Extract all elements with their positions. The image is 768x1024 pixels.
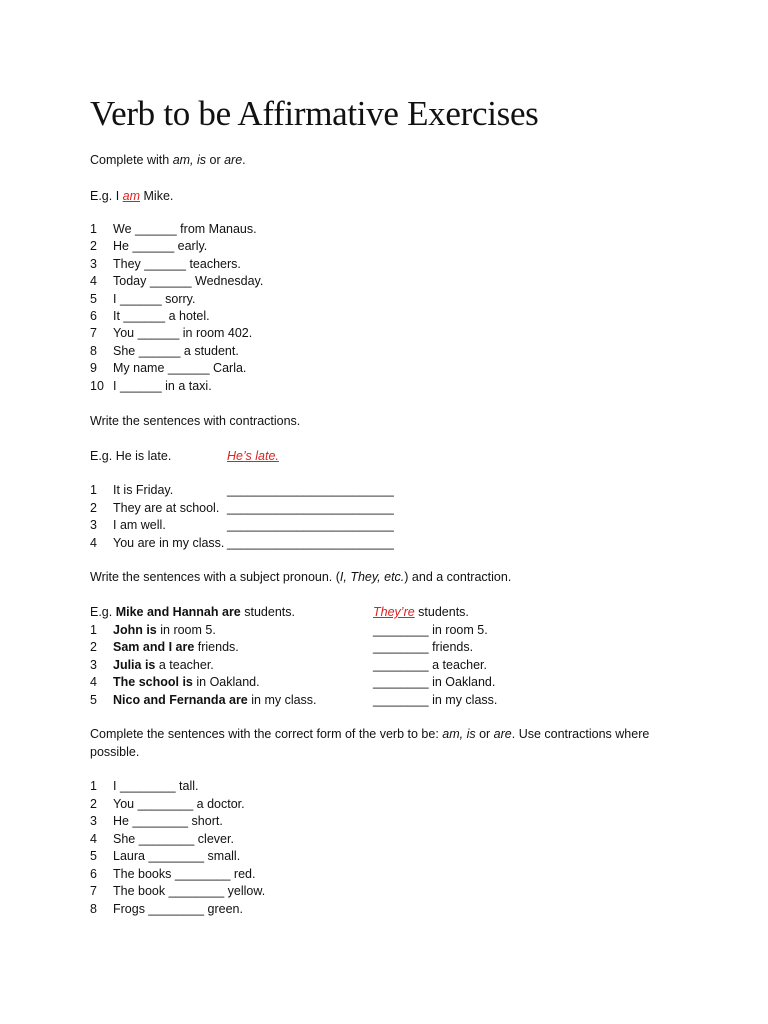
instr-text: Complete the sentences with the correct form of the verb to be: [90, 727, 443, 741]
section2-example [90, 449, 390, 464]
instr-text: Write the sentences with a subject pronoun. ( [90, 570, 340, 584]
item-text: in room 5. [156, 623, 216, 637]
exercise-item [90, 257, 241, 272]
answer-blank: ________ a teacher. [373, 657, 487, 672]
exercise-item [90, 536, 410, 551]
item-number: 1 [90, 779, 97, 793]
item-text: I ________ tall. [113, 779, 199, 793]
item-number: 6 [90, 309, 97, 323]
instr-text: Complete with [90, 153, 173, 167]
instr-text: ) and a contraction. [404, 570, 512, 584]
exercise-item [90, 239, 207, 254]
item-text: The book ________ yellow. [113, 884, 266, 898]
exercise-item [90, 501, 410, 516]
item-number: 3 [90, 814, 97, 828]
item-text: It is Friday. [113, 483, 174, 497]
item-number: 8 [90, 901, 97, 916]
item-bold: Julia is [113, 657, 156, 672]
example-text: E.g. I [90, 189, 123, 203]
instr-text: . Use contractions where [511, 727, 650, 741]
item-number: 5 [90, 849, 97, 863]
exercise-item [90, 483, 410, 498]
exercise-item [90, 693, 730, 708]
exercise-item [90, 884, 265, 899]
item-text: He ______ early. [113, 239, 208, 254]
item-number: 9 [90, 361, 97, 376]
instr-italic: am, is [172, 153, 207, 167]
item-text: You are in my class. [113, 535, 225, 550]
item-number: 4 [90, 675, 97, 690]
item-number: 3 [90, 657, 97, 672]
section3-instructions [90, 570, 511, 585]
item-text: He ________ short. [113, 814, 223, 828]
item-number: 2 [90, 500, 97, 515]
answer-blank: ________ in Oakland. [373, 675, 496, 690]
exercise-item [90, 292, 195, 307]
exercise-item [90, 623, 730, 638]
instr-italic: are [493, 727, 512, 741]
instr-italic: are [224, 153, 243, 167]
example-answer: They’re [373, 605, 415, 619]
item-number: 2 [90, 796, 97, 811]
item-text: friends. [194, 640, 239, 655]
item-bold: Nico and Fernanda are [113, 692, 248, 707]
item-number: 7 [90, 884, 97, 898]
exercise-item [90, 309, 210, 324]
exercise-item [90, 518, 410, 533]
instr-text: or [206, 153, 225, 167]
example-text: Mike. [140, 189, 174, 203]
exercise-item [90, 814, 223, 829]
item-number: 4 [90, 274, 97, 289]
section4-instructions [90, 727, 649, 742]
exercise-item [90, 274, 263, 289]
item-text: The books ________ red. [113, 866, 256, 881]
exercise-item [90, 797, 245, 812]
item-number: 1 [90, 483, 97, 497]
exercise-item [90, 675, 730, 690]
exercise-item [90, 344, 239, 359]
item-text: She ______ a student. [113, 343, 239, 358]
answer-blank: ________________________ [227, 535, 394, 550]
item-text: in my class. [247, 692, 317, 707]
instr-text: or [475, 727, 494, 741]
example-text: students. [240, 605, 295, 619]
exercise-item [90, 326, 252, 341]
item-text: We ______ from Manaus. [113, 222, 257, 236]
answer-blank: ________ friends. [373, 640, 474, 655]
item-number: 1 [90, 623, 97, 637]
item-number: 3 [90, 256, 97, 271]
answer-blank: ________________________ [227, 518, 394, 532]
section2-instructions: Write the sentences with contractions. [90, 414, 301, 428]
section3-example [90, 605, 730, 620]
item-text: a teacher. [155, 657, 214, 672]
section4-instructions-line2: possible. [90, 745, 140, 759]
exercise-item [90, 379, 212, 394]
item-text: Today ______ Wednesday. [113, 274, 264, 289]
item-text: You ________ a doctor. [113, 796, 245, 811]
item-text: My name ______ Carla. [113, 361, 247, 376]
item-bold: Sam and I are [113, 640, 195, 655]
answer-blank: ________________________ [227, 483, 394, 497]
section1-instructions [90, 153, 246, 168]
item-number: 3 [90, 518, 97, 532]
item-number: 4 [90, 831, 97, 846]
item-text: in Oakland. [192, 675, 260, 690]
item-number: 4 [90, 535, 97, 550]
exercise-item [90, 867, 255, 882]
exercise-item [90, 222, 257, 237]
instr-italic: am, is [442, 727, 476, 741]
exercise-item [90, 658, 730, 673]
item-number: 6 [90, 866, 97, 881]
item-number: 8 [90, 343, 97, 358]
item-number: 5 [90, 291, 97, 306]
example-answer-group [373, 605, 469, 620]
item-text: It ______ a hotel. [113, 309, 210, 323]
exercise-item [90, 361, 246, 376]
item-number: 2 [90, 640, 97, 655]
exercise-item [90, 779, 199, 794]
example-question: E.g. He is late. [90, 449, 172, 463]
item-text: Frogs ________ green. [113, 901, 243, 916]
example-answer-rest: students. [414, 605, 469, 619]
example-bold: Mike and Hannah are [115, 605, 241, 619]
item-bold: The school is [113, 675, 193, 690]
item-number: 10 [90, 378, 104, 393]
example-text: E.g. [90, 605, 116, 619]
item-text: She ________ clever. [113, 831, 234, 846]
instr-text: . [242, 153, 246, 167]
item-text: I ______ sorry. [113, 291, 196, 306]
item-text: They ______ teachers. [113, 256, 241, 271]
answer-blank: ________ in my class. [373, 692, 498, 707]
example-answer: am [122, 189, 141, 203]
item-text: I am well. [113, 518, 166, 532]
item-number: 1 [90, 222, 97, 236]
item-text: You ______ in room 402. [113, 326, 253, 341]
item-number: 5 [90, 692, 97, 707]
exercise-item [90, 849, 240, 864]
item-text: I ______ in a taxi. [113, 378, 212, 393]
answer-blank: ________________________ [227, 500, 394, 515]
item-number: 2 [90, 239, 97, 254]
answer-blank: ________ in room 5. [373, 623, 488, 637]
example-answer: He’s late. [227, 449, 279, 463]
item-text: Laura ________ small. [113, 849, 241, 863]
page-title: Verb to be Affirmative Exercises [90, 94, 539, 133]
section1-example [90, 189, 173, 204]
instr-italic: I, They, etc. [339, 570, 405, 584]
exercise-item [90, 832, 234, 847]
item-text: They are at school. [113, 500, 220, 515]
exercise-item [90, 902, 243, 917]
item-bold: John is [113, 623, 157, 637]
item-number: 7 [90, 326, 97, 341]
exercise-item [90, 640, 730, 655]
